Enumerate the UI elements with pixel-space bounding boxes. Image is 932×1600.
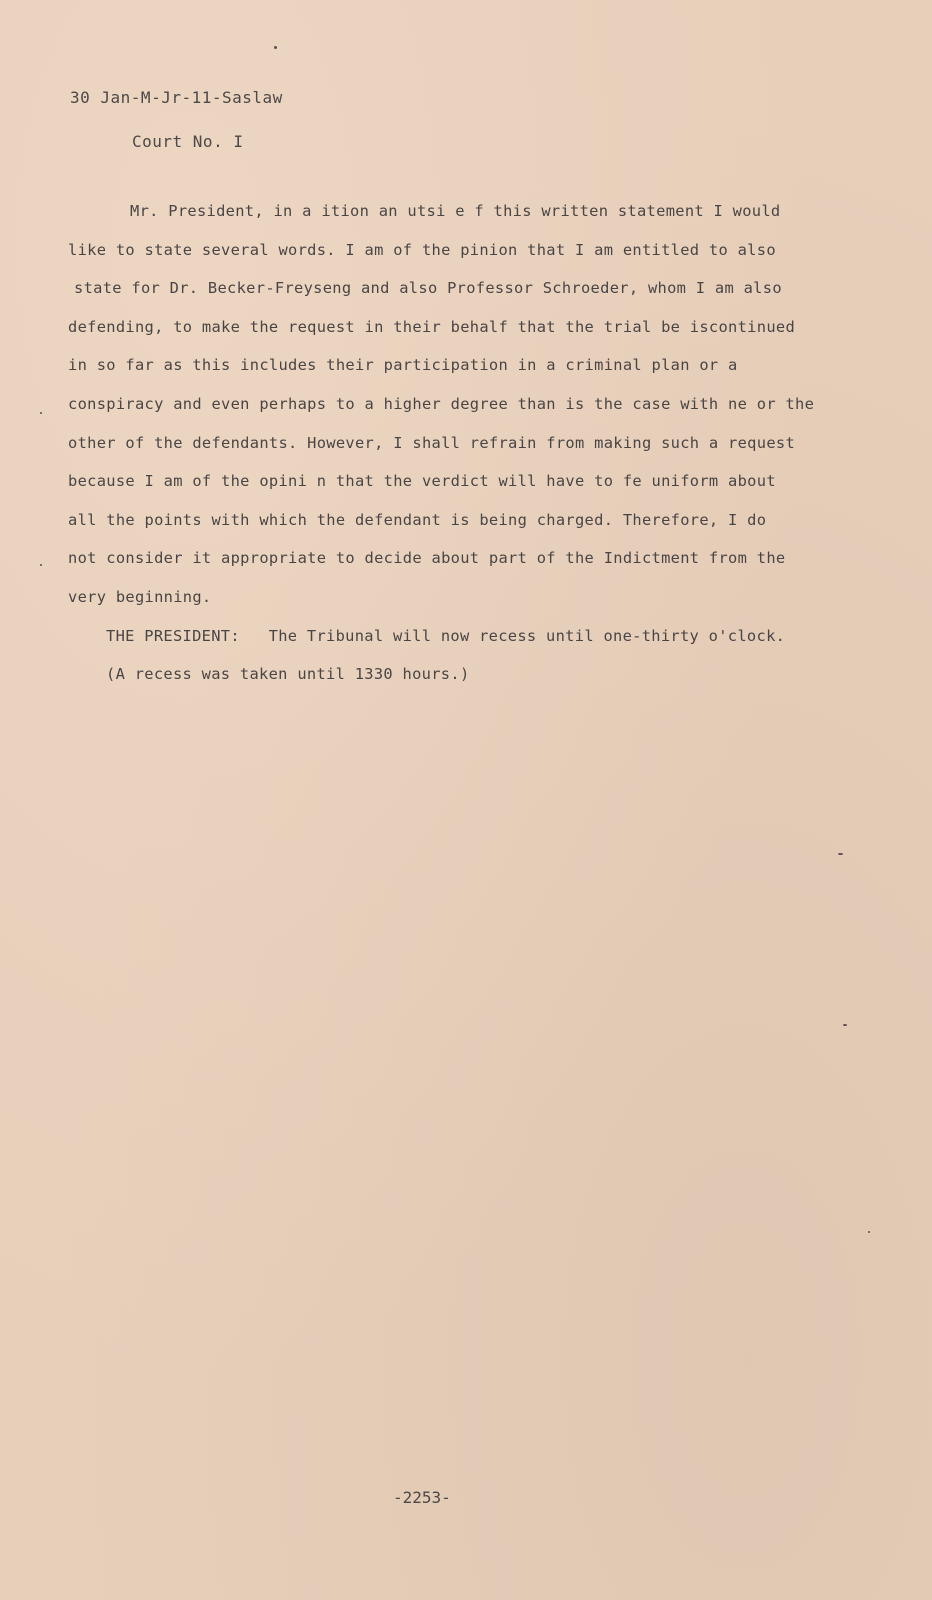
transcript-body xyxy=(68,192,868,694)
paragraph-line: Mr. President, in a ition an utsi e f this written statement I would xyxy=(130,202,781,220)
paragraph-line: very beginning. xyxy=(68,587,212,606)
page-number: -2253- xyxy=(393,1488,451,1507)
paper-speck xyxy=(843,1024,847,1026)
paper-speck xyxy=(274,46,277,49)
speaker-label: THE PRESIDENT: xyxy=(106,626,240,645)
paragraph-line: because I am of the opini n that the verdict will have to fe uniform about xyxy=(68,472,776,491)
paragraph-line: state for Dr. Becker-Freyseng and also Professor Schroeder, whom I am also xyxy=(74,279,782,298)
paragraph-line: other of the defendants. However, I shall refrain from making such a request xyxy=(68,433,796,452)
paragraph-line: like to state several words. I am of the pinion that I am entitled to also xyxy=(68,240,776,259)
document-reference: 30 Jan-M-Jr-11-Saslaw xyxy=(70,88,283,107)
court-label: Court No. I xyxy=(132,132,244,151)
paper-speck xyxy=(40,564,42,566)
paper-speck xyxy=(868,1231,870,1233)
speaker-text: The Tribunal will now recess until one-thirty o'clock. xyxy=(268,626,786,645)
paper-speck xyxy=(838,853,843,855)
paragraph-line: conspiracy and even perhaps to a higher degree than is the case with ne or the xyxy=(68,394,815,413)
president-statement xyxy=(68,617,868,656)
paper-speck xyxy=(40,412,42,414)
paragraph-line: all the points with which the defendant is being charged. Therefore, I do xyxy=(68,510,767,529)
paragraph-line: in so far as this includes their participation in a criminal plan or a xyxy=(68,356,738,375)
recess-note: (A recess was taken until 1330 hours.) xyxy=(106,665,470,684)
paragraph-line: not consider it appropriate to decide about part of the Indictment from the xyxy=(68,549,786,568)
paragraph-line: defending, to make the request in their behalf that the trial be iscontinued xyxy=(68,317,796,336)
